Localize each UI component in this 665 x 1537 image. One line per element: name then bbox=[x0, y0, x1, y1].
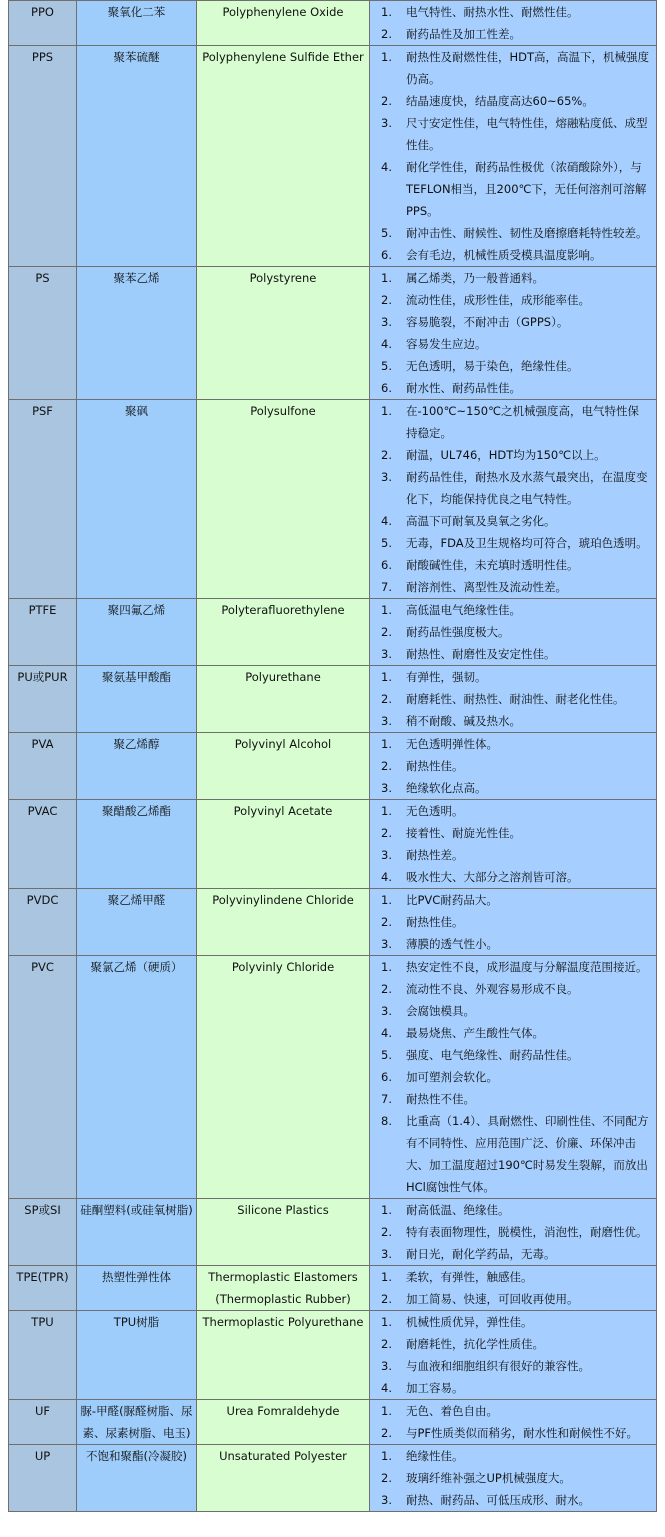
english-name-cell: Thermoplastic Elastomers (Thermoplastic Rubber) bbox=[197, 1266, 370, 1311]
property-number: 3. bbox=[381, 1493, 392, 1507]
abbreviation-cell: PS bbox=[9, 267, 77, 400]
property-item bbox=[370, 599, 650, 621]
property-number: 1. bbox=[381, 893, 392, 907]
abbreviation-cell: PVC bbox=[9, 956, 77, 1199]
property-item bbox=[370, 621, 650, 643]
property-number: 3. bbox=[381, 1004, 392, 1018]
chinese-name-cell: 聚砜 bbox=[77, 400, 197, 599]
property-text: 高温下可耐氧及臭氧之劣化。 bbox=[406, 514, 556, 528]
property-text: 容易发生应边。 bbox=[406, 337, 487, 351]
chinese-name-cell: 不饱和聚酯(冷凝胶) bbox=[77, 1445, 197, 1512]
property-item bbox=[370, 1422, 650, 1444]
property-text: 耐热性差。 bbox=[406, 848, 464, 862]
property-number: 3. bbox=[381, 315, 392, 329]
table-row bbox=[9, 666, 657, 733]
plastics-table bbox=[8, 0, 657, 1512]
property-text: 与血液和细胞组织有很好的兼容性。 bbox=[406, 1359, 590, 1373]
property-text: 耐热性、耐磨性及安定性佳。 bbox=[406, 647, 556, 661]
property-item bbox=[370, 822, 650, 844]
property-number: 2. bbox=[381, 94, 392, 108]
table-row bbox=[9, 1266, 657, 1311]
property-text: 无色透明。 bbox=[406, 804, 464, 818]
property-number: 1. bbox=[381, 5, 392, 19]
property-text: 流动性佳，成形性佳，成形能率佳。 bbox=[406, 293, 590, 307]
property-item bbox=[370, 156, 650, 222]
property-text: 耐冲击性、耐候性、韧性及磨擦磨耗特性较差。 bbox=[406, 226, 648, 240]
property-text: 高低温电气绝缘性佳。 bbox=[406, 603, 521, 617]
property-text: 无毒，FDA及卫生规格均可符合，琥珀色透明。 bbox=[406, 536, 648, 550]
property-number: 4. bbox=[381, 160, 392, 174]
property-text: 热安定性不良，成形温度与分解温度范围接近。 bbox=[406, 960, 648, 974]
property-number: 1. bbox=[381, 670, 392, 684]
abbreviation-cell: UP bbox=[9, 1445, 77, 1512]
property-text: 加工简易、快速，可回收再使用。 bbox=[406, 1292, 579, 1306]
abbreviation-cell: TPE(TPR) bbox=[9, 1266, 77, 1311]
property-item bbox=[370, 23, 650, 45]
property-item bbox=[370, 978, 650, 1000]
english-name-cell: Polyvinyl Alcohol bbox=[197, 733, 370, 800]
chinese-name-cell: 聚醋酸乙烯酯 bbox=[77, 800, 197, 889]
property-number: 3. bbox=[381, 848, 392, 862]
property-text: 耐热性佳。 bbox=[406, 759, 464, 773]
property-number: 1. bbox=[381, 960, 392, 974]
property-item bbox=[370, 688, 650, 710]
property-item bbox=[370, 911, 650, 933]
property-item bbox=[370, 46, 650, 90]
chinese-name-cell: 聚氨基甲酸酯 bbox=[77, 666, 197, 733]
property-item bbox=[370, 355, 650, 377]
table-row bbox=[9, 599, 657, 666]
chinese-name-cell: 热塑性弹性体 bbox=[77, 1266, 197, 1311]
property-item bbox=[370, 933, 650, 955]
property-item bbox=[370, 1110, 650, 1198]
property-item bbox=[370, 844, 650, 866]
property-item bbox=[370, 1199, 650, 1221]
property-number: 1. bbox=[381, 1404, 392, 1418]
property-text: 机械性质优异，弹性佳。 bbox=[406, 1315, 533, 1329]
table-row bbox=[9, 400, 657, 599]
property-item bbox=[370, 112, 650, 156]
property-text: 最易烧焦、产生酸性气体。 bbox=[406, 1026, 544, 1040]
property-text: 接着性、耐旋光性佳。 bbox=[406, 826, 521, 840]
properties-list bbox=[370, 267, 656, 399]
property-text: 柔软，有弹性，触感佳。 bbox=[406, 1270, 533, 1284]
property-item bbox=[370, 1, 650, 23]
property-number: 2. bbox=[381, 625, 392, 639]
table-row bbox=[9, 46, 657, 267]
property-item bbox=[370, 1333, 650, 1355]
property-number: 2. bbox=[381, 1225, 392, 1239]
property-item bbox=[370, 1489, 650, 1511]
chinese-name-cell: TPU树脂 bbox=[77, 1311, 197, 1400]
property-item bbox=[370, 1266, 650, 1288]
property-number: 3. bbox=[381, 1247, 392, 1261]
abbreviation-cell: UF bbox=[9, 1400, 77, 1445]
abbreviation-cell: PPO bbox=[9, 1, 77, 46]
property-item bbox=[370, 222, 650, 244]
properties-list bbox=[370, 889, 656, 955]
property-item bbox=[370, 1221, 650, 1243]
property-number: 2. bbox=[381, 982, 392, 996]
property-number: 1. bbox=[381, 603, 392, 617]
property-item bbox=[370, 244, 650, 266]
english-name-cell: Polyphenylene Sulfide Ether bbox=[197, 46, 370, 267]
properties-list bbox=[370, 1311, 656, 1399]
english-name-cell: Unsaturated Polyester bbox=[197, 1445, 370, 1512]
property-item bbox=[370, 1355, 650, 1377]
properties-cell bbox=[370, 267, 657, 400]
property-text: 无色、着色自由。 bbox=[406, 1404, 498, 1418]
property-number: 1. bbox=[381, 50, 392, 64]
property-text: 电气特性、耐热水性、耐燃性佳。 bbox=[406, 5, 579, 19]
abbreviation-cell: PU或PUR bbox=[9, 666, 77, 733]
property-number: 5. bbox=[381, 1048, 392, 1062]
property-item bbox=[370, 554, 650, 576]
abbreviation-cell: PSF bbox=[9, 400, 77, 599]
property-text: 加可塑剂会软化。 bbox=[406, 1070, 498, 1084]
table-row bbox=[9, 956, 657, 1199]
property-item bbox=[370, 666, 650, 688]
table-row bbox=[9, 1, 657, 46]
properties-cell bbox=[370, 1266, 657, 1311]
property-item bbox=[370, 1445, 650, 1467]
abbreviation-cell: PVAC bbox=[9, 800, 77, 889]
property-number: 2. bbox=[381, 293, 392, 307]
property-text: 耐日光，耐化学药品，无毒。 bbox=[406, 1247, 556, 1261]
chinese-name-cell: 硅酮塑料(或硅氧树脂) bbox=[77, 1199, 197, 1266]
property-text: 耐化学性佳，耐药品性极优（浓硝酸除外），与TEFLON相当，且200℃下，无任何溶剂可溶解PPS。 bbox=[406, 160, 647, 218]
abbreviation-cell: PVA bbox=[9, 733, 77, 800]
property-item bbox=[370, 1022, 650, 1044]
property-text: 耐磨耗性、耐热性、耐油性、耐老化性佳。 bbox=[406, 692, 625, 706]
chinese-name-cell: 脲-甲醛(脲醛树脂、尿素、尿素树脂、电玉) bbox=[77, 1400, 197, 1445]
abbreviation-cell: TPU bbox=[9, 1311, 77, 1400]
properties-list bbox=[370, 666, 656, 732]
properties-cell bbox=[370, 666, 657, 733]
property-number: 2. bbox=[381, 915, 392, 929]
properties-cell bbox=[370, 599, 657, 666]
property-text: 加工容易。 bbox=[406, 1381, 464, 1395]
property-item bbox=[370, 777, 650, 799]
property-item bbox=[370, 311, 650, 333]
property-text: 有弹性，强韧。 bbox=[406, 670, 487, 684]
property-text: 属乙烯类，乃一般普通料。 bbox=[406, 271, 544, 285]
chinese-name-cell: 聚氯乙烯（硬质） bbox=[77, 956, 197, 1199]
property-number: 6. bbox=[381, 1070, 392, 1084]
property-number: 3. bbox=[381, 937, 392, 951]
property-number: 5. bbox=[381, 226, 392, 240]
properties-list bbox=[370, 733, 656, 799]
property-number: 2. bbox=[381, 1471, 392, 1485]
property-number: 2. bbox=[381, 1426, 392, 1440]
table-row bbox=[9, 1311, 657, 1400]
property-item bbox=[370, 377, 650, 399]
english-name-cell: Polyvinylindene Chloride bbox=[197, 889, 370, 956]
property-text: 吸水性大、大部分之溶剂皆可溶。 bbox=[406, 870, 579, 884]
property-item bbox=[370, 643, 650, 665]
property-number: 3. bbox=[381, 470, 392, 484]
property-text: 特有表面物理性，脱模性，消泡性，耐磨性优。 bbox=[406, 1225, 648, 1239]
property-text: 无色透明，易于染色，绝缘性佳。 bbox=[406, 359, 579, 373]
property-number: 1. bbox=[381, 1203, 392, 1217]
property-item bbox=[370, 1088, 650, 1110]
english-name-cell: Polystyrene bbox=[197, 267, 370, 400]
property-item bbox=[370, 267, 650, 289]
property-number: 1. bbox=[381, 404, 392, 418]
property-number: 6. bbox=[381, 558, 392, 572]
property-text: 稍不耐酸、碱及热水。 bbox=[406, 714, 521, 728]
properties-list bbox=[370, 1266, 656, 1310]
property-number: 7. bbox=[381, 1092, 392, 1106]
property-item bbox=[370, 889, 650, 911]
property-text: 比重高（1.4）、具耐燃性、印刷性佳、不同配方有不同特性、应用范围广泛、价廉、环保冲击大、加工温度超过190℃时易发生裂解，而放出HCl腐蚀性气体。 bbox=[406, 1114, 649, 1194]
property-number: 2. bbox=[381, 1292, 392, 1306]
properties-cell bbox=[370, 1, 657, 46]
property-number: 3. bbox=[381, 647, 392, 661]
table-row bbox=[9, 1445, 657, 1512]
properties-cell bbox=[370, 956, 657, 1199]
property-text: 耐溶剂性、离型性及流动性差。 bbox=[406, 580, 567, 594]
property-number: 4. bbox=[381, 870, 392, 884]
property-item bbox=[370, 510, 650, 532]
property-item bbox=[370, 444, 650, 466]
chinese-name-cell: 聚四氟乙烯 bbox=[77, 599, 197, 666]
property-text: 容易脆裂，不耐冲击（GPPS）。 bbox=[406, 315, 569, 329]
property-item bbox=[370, 710, 650, 732]
property-number: 4. bbox=[381, 1026, 392, 1040]
property-number: 5. bbox=[381, 359, 392, 373]
property-text: 耐热、耐药品、可低压成形、耐水。 bbox=[406, 1493, 590, 1507]
property-text: 耐磨耗性，抗化学性质佳。 bbox=[406, 1337, 544, 1351]
table-row bbox=[9, 889, 657, 956]
property-item bbox=[370, 90, 650, 112]
property-text: 尺寸安定性佳，电气特性佳，熔融粘度低、成型性佳。 bbox=[406, 116, 648, 152]
property-text: 会有毛边，机械性质受模具温度影响。 bbox=[406, 248, 602, 262]
property-number: 5. bbox=[381, 536, 392, 550]
property-number: 4. bbox=[381, 514, 392, 528]
table-row bbox=[9, 733, 657, 800]
property-number: 2. bbox=[381, 1337, 392, 1351]
property-text: 耐高低温、绝缘佳。 bbox=[406, 1203, 510, 1217]
property-number: 1. bbox=[381, 804, 392, 818]
property-item bbox=[370, 1288, 650, 1310]
property-text: 与PF性质类似而稍劣，耐水性和耐候性不好。 bbox=[406, 1426, 639, 1440]
property-number: 3. bbox=[381, 1359, 392, 1373]
property-text: 薄膜的透气性小。 bbox=[406, 937, 498, 951]
property-item bbox=[370, 532, 650, 554]
property-text: 玻璃纤维补强之UP机械强度大。 bbox=[406, 1471, 571, 1485]
property-text: 绝缘软化点高。 bbox=[406, 781, 487, 795]
table-row bbox=[9, 267, 657, 400]
properties-list bbox=[370, 1, 656, 45]
property-item bbox=[370, 1400, 650, 1422]
properties-list bbox=[370, 1400, 656, 1444]
property-number: 8. bbox=[381, 1114, 392, 1128]
properties-list bbox=[370, 1445, 656, 1511]
properties-cell bbox=[370, 1311, 657, 1400]
property-item bbox=[370, 576, 650, 598]
property-number: 3. bbox=[381, 781, 392, 795]
property-text: 结晶速度快，结晶度高达60~65%。 bbox=[406, 94, 594, 108]
properties-list bbox=[370, 46, 656, 266]
property-item bbox=[370, 1311, 650, 1333]
property-text: 耐药品性佳，耐热水及水蒸气最突出，在温度变化下，均能保持优良之电气特性。 bbox=[406, 470, 648, 506]
property-number: 7. bbox=[381, 580, 392, 594]
property-text: 在-100℃~150℃之机械强度高，电气特性保持稳定。 bbox=[406, 404, 640, 440]
properties-list bbox=[370, 400, 656, 598]
abbreviation-cell: PVDC bbox=[9, 889, 77, 956]
english-name-cell: Polyphenylene Oxide bbox=[197, 1, 370, 46]
property-item bbox=[370, 1066, 650, 1088]
property-item bbox=[370, 333, 650, 355]
properties-list bbox=[370, 599, 656, 665]
english-name-cell: Urea Fomraldehyde bbox=[197, 1400, 370, 1445]
properties-cell bbox=[370, 46, 657, 267]
property-item bbox=[370, 800, 650, 822]
property-number: 6. bbox=[381, 248, 392, 262]
property-item bbox=[370, 866, 650, 888]
chinese-name-cell: 聚氧化二苯 bbox=[77, 1, 197, 46]
property-text: 耐温，UL746，HDT均为150℃以上。 bbox=[406, 448, 606, 462]
property-text: 耐酸碱性佳，未充填时透明性佳。 bbox=[406, 558, 579, 572]
abbreviation-cell: SP或SI bbox=[9, 1199, 77, 1266]
property-text: 耐药品性及加工性差。 bbox=[406, 27, 521, 41]
property-text: 比PVC耐药品大。 bbox=[406, 893, 498, 907]
property-number: 2. bbox=[381, 826, 392, 840]
properties-list bbox=[370, 956, 656, 1198]
properties-list bbox=[370, 800, 656, 888]
property-text: 流动性不良、外观容易形成不良。 bbox=[406, 982, 579, 996]
abbreviation-cell: PPS bbox=[9, 46, 77, 267]
abbreviation-cell: PTFE bbox=[9, 599, 77, 666]
table-row bbox=[9, 1199, 657, 1266]
english-name-cell: Polysulfone bbox=[197, 400, 370, 599]
english-name-cell: Polyterafluorethylene bbox=[197, 599, 370, 666]
property-number: 1. bbox=[381, 737, 392, 751]
english-name-cell: Polyvinly Chloride bbox=[197, 956, 370, 1199]
property-number: 4. bbox=[381, 1381, 392, 1395]
properties-cell bbox=[370, 1445, 657, 1512]
property-number: 2. bbox=[381, 692, 392, 706]
english-name-cell: Thermoplastic Polyurethane bbox=[197, 1311, 370, 1400]
property-text: 无色透明弹性体。 bbox=[406, 737, 498, 751]
english-name-cell: Polyvinyl Acetate bbox=[197, 800, 370, 889]
property-number: 6. bbox=[381, 381, 392, 395]
properties-cell bbox=[370, 400, 657, 599]
property-item bbox=[370, 1243, 650, 1265]
property-number: 1. bbox=[381, 1315, 392, 1329]
chinese-name-cell: 聚苯乙烯 bbox=[77, 267, 197, 400]
property-text: 绝缘性佳。 bbox=[406, 1449, 464, 1463]
table-row bbox=[9, 800, 657, 889]
property-number: 3. bbox=[381, 714, 392, 728]
property-item bbox=[370, 289, 650, 311]
property-number: 4. bbox=[381, 337, 392, 351]
property-text: 强度、电气绝缘性、耐药品性佳。 bbox=[406, 1048, 579, 1062]
property-text: 耐水性、耐药品性佳。 bbox=[406, 381, 521, 395]
property-number: 1. bbox=[381, 1449, 392, 1463]
property-number: 1. bbox=[381, 271, 392, 285]
properties-list bbox=[370, 1199, 656, 1265]
property-number: 1. bbox=[381, 1270, 392, 1284]
property-item bbox=[370, 400, 650, 444]
property-number: 3. bbox=[381, 116, 392, 130]
properties-cell bbox=[370, 1199, 657, 1266]
properties-cell bbox=[370, 1400, 657, 1445]
property-item bbox=[370, 466, 650, 510]
property-item bbox=[370, 1044, 650, 1066]
chinese-name-cell: 聚苯硫醚 bbox=[77, 46, 197, 267]
property-number: 2. bbox=[381, 27, 392, 41]
english-name-cell: Polyurethane bbox=[197, 666, 370, 733]
property-number: 2. bbox=[381, 448, 392, 462]
table-row bbox=[9, 1400, 657, 1445]
property-item bbox=[370, 755, 650, 777]
properties-cell bbox=[370, 733, 657, 800]
chinese-name-cell: 聚乙烯醇 bbox=[77, 733, 197, 800]
property-item bbox=[370, 1467, 650, 1489]
property-text: 会腐蚀模具。 bbox=[406, 1004, 475, 1018]
property-item bbox=[370, 1377, 650, 1399]
properties-cell bbox=[370, 889, 657, 956]
property-text: 耐热性佳。 bbox=[406, 915, 464, 929]
property-text: 耐热性及耐燃性佳，HDT高，高温下，机械强度仍高。 bbox=[406, 50, 650, 86]
property-item bbox=[370, 1000, 650, 1022]
property-number: 2. bbox=[381, 759, 392, 773]
plastics-table-body bbox=[9, 1, 657, 1512]
english-name-cell: Silicone Plastics bbox=[197, 1199, 370, 1266]
property-item bbox=[370, 956, 650, 978]
chinese-name-cell: 聚乙烯甲醛 bbox=[77, 889, 197, 956]
properties-cell bbox=[370, 800, 657, 889]
property-text: 耐药品性强度极大。 bbox=[406, 625, 510, 639]
property-text: 耐热性不佳。 bbox=[406, 1092, 475, 1106]
property-item bbox=[370, 733, 650, 755]
